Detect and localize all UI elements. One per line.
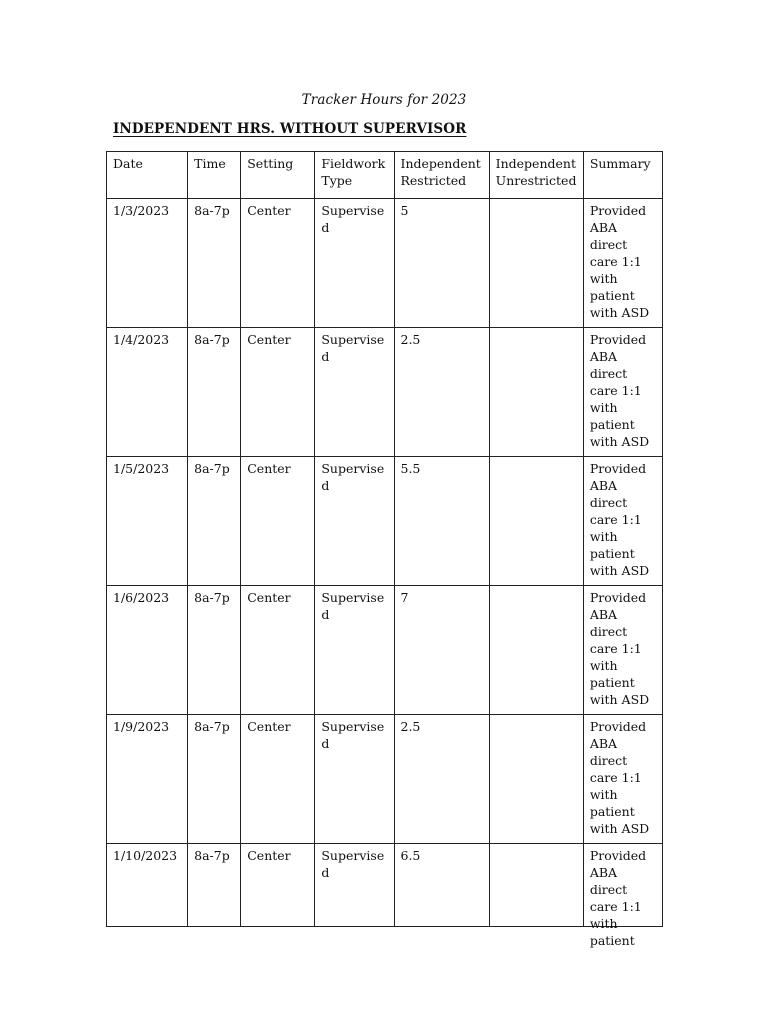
- header-time: Time: [188, 152, 241, 199]
- cell-setting-text: Center: [247, 848, 291, 863]
- header-date: Date: [107, 152, 188, 199]
- cell-date: [107, 844, 188, 927]
- cell-independent-unrestricted: [489, 715, 583, 844]
- table-row: [107, 715, 663, 844]
- cell-setting: [241, 844, 315, 927]
- cell-summary: Provided ABA direct care 1:1 with patient with ASD: [583, 715, 662, 844]
- cell-summary-text: Provided ABA direct care 1:1 with patient: [589, 848, 647, 948]
- cell-independent-unrestricted: [489, 586, 583, 715]
- cell-fieldwork-type: [315, 844, 394, 927]
- cell-independent-unrestricted: [489, 844, 583, 927]
- table-row: [107, 844, 663, 927]
- cell-fieldwork-type-text: Supervised: [321, 848, 385, 880]
- cell-time: 8a-7p: [188, 715, 241, 844]
- cell-date-text: 1/10/2023: [113, 848, 178, 863]
- cell-setting: Center: [241, 457, 315, 586]
- cell-setting: Center: [241, 586, 315, 715]
- cell-independent-restricted: 5: [394, 199, 489, 328]
- cell-time: 8a-7p: [188, 328, 241, 457]
- header-fieldwork-type: Fieldwork Type: [315, 152, 394, 199]
- table-row: [107, 328, 663, 457]
- cell-independent-restricted: 2.5: [394, 328, 489, 457]
- header-setting: Setting: [241, 152, 315, 199]
- cell-date: 1/6/2023: [107, 586, 188, 715]
- hours-table: [106, 151, 663, 948]
- cell-independent-restricted: 2.5: [394, 715, 489, 844]
- cell-time-text: 8a-7p: [194, 848, 230, 863]
- table-row: [107, 199, 663, 328]
- section-heading: INDEPENDENT HRS. WITHOUT SUPERVISOR: [113, 121, 467, 137]
- cell-independent-restricted: 7: [394, 586, 489, 715]
- cell-summary: Provided ABA direct care 1:1 with patient with ASD: [583, 199, 662, 328]
- header-independent-unrestricted: Independent Unrestricted: [489, 152, 583, 199]
- header-independent-restricted: Independent Restricted: [394, 152, 489, 199]
- cell-setting: Center: [241, 199, 315, 328]
- cell-fieldwork-type: Supervised: [315, 199, 394, 328]
- cell-date: 1/4/2023: [107, 328, 188, 457]
- cell-summary: Provided ABA direct care 1:1 with patient with ASD: [583, 328, 662, 457]
- cell-fieldwork-type: Supervised: [315, 328, 394, 457]
- cell-time: [188, 844, 241, 927]
- cell-summary: Provided ABA direct care 1:1 with patient with ASD: [583, 586, 662, 715]
- cell-date: 1/3/2023: [107, 199, 188, 328]
- cell-time: 8a-7p: [188, 586, 241, 715]
- cell-independent-unrestricted: [489, 457, 583, 586]
- cell-independent-unrestricted: [489, 328, 583, 457]
- table-header-row: [107, 152, 663, 199]
- cell-date: 1/5/2023: [107, 457, 188, 586]
- header-summary: Summary: [583, 152, 662, 199]
- cell-setting: Center: [241, 328, 315, 457]
- cell-summary: [583, 844, 662, 948]
- cell-independent-restricted: [394, 844, 489, 927]
- cell-setting: Center: [241, 715, 315, 844]
- table-row: [107, 457, 663, 586]
- cell-independent-unrestricted: [489, 199, 583, 328]
- cell-date: 1/9/2023: [107, 715, 188, 844]
- cell-time: 8a-7p: [188, 457, 241, 586]
- page-title: Tracker Hours for 2023: [301, 92, 467, 108]
- cell-fieldwork-type: Supervised: [315, 457, 394, 586]
- cell-fieldwork-type: Supervised: [315, 586, 394, 715]
- table-row: [107, 586, 663, 715]
- cell-independent-restricted-text: 6.5: [400, 848, 421, 863]
- cell-fieldwork-type: Supervised: [315, 715, 394, 844]
- cell-summary: Provided ABA direct care 1:1 with patient with ASD: [583, 457, 662, 586]
- cell-time: 8a-7p: [188, 199, 241, 328]
- cell-independent-restricted: 5.5: [394, 457, 489, 586]
